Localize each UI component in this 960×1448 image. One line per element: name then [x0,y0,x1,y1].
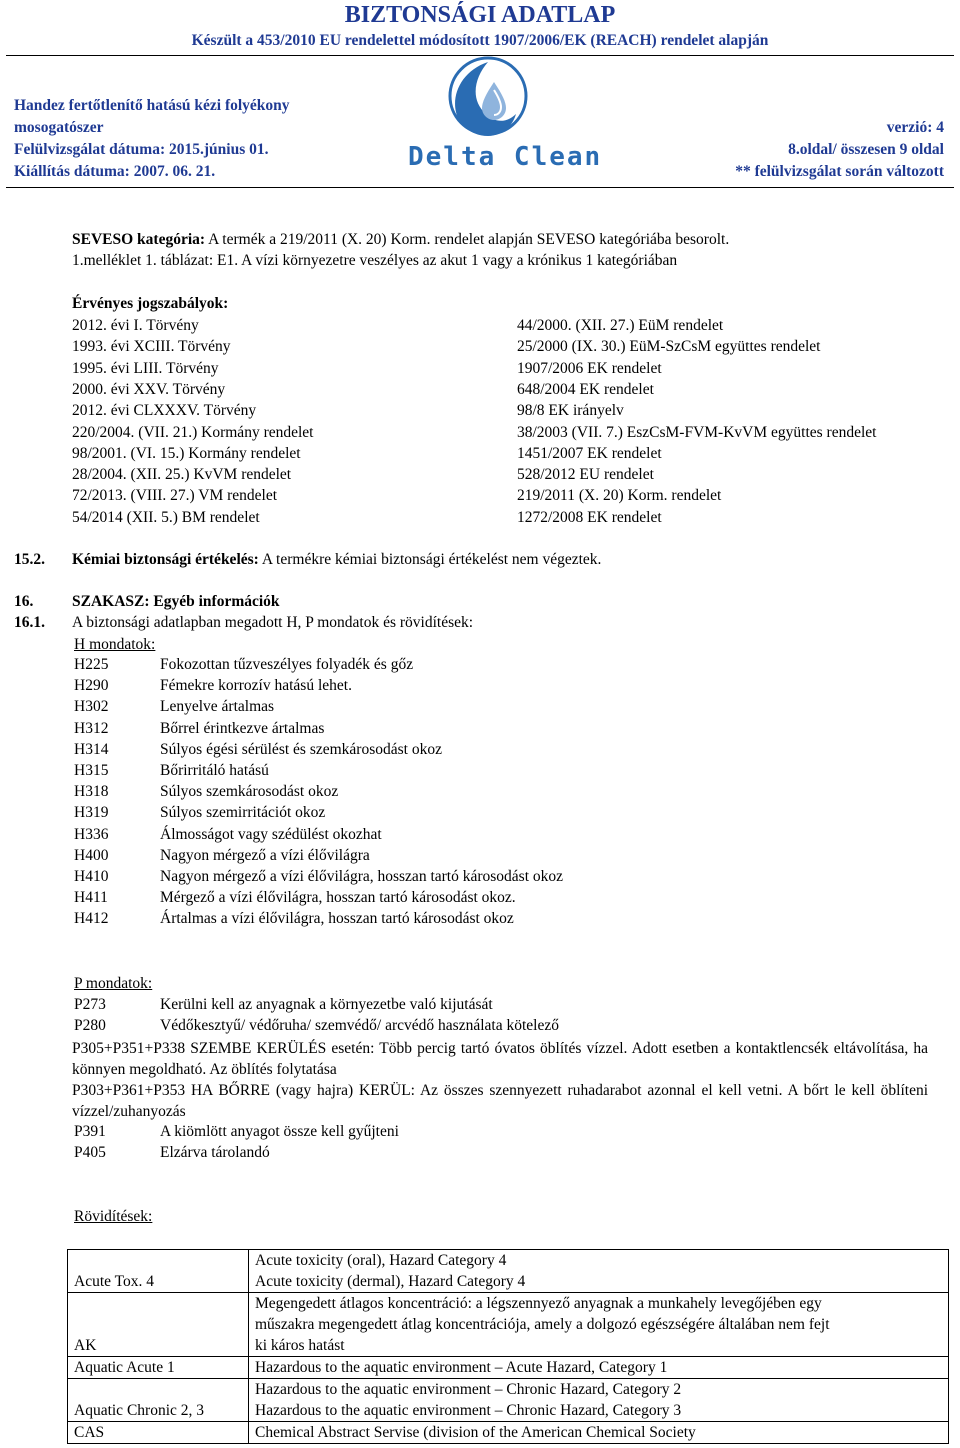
p273-text: Kerülni kell az anyagnak a környezetbe való kijutását [160,996,493,1013]
header-bottom-divider [6,187,954,188]
seveso-line [72,231,729,249]
section-16-1-text: A biztonsági adatlapban megadott H, P mondatok és rövidítések: [72,614,474,631]
p391-code: P391 [74,1123,106,1140]
h-statement-text: Bőrirritáló hatású [160,762,269,779]
version-label: verzió: 4 [886,119,944,136]
abbreviation-row [68,1357,949,1379]
abbreviation-definition-line: Acute toxicity (oral), Hazard Category 4 [255,1252,507,1269]
h-statement-text: Lenyelve ártalmas [160,698,275,716]
abbreviation-definition [249,1357,949,1379]
h-statement-code: H336 [74,825,109,843]
abbreviation-definition-line: Hazardous to the aquatic environment – Chronic Hazard, Category 3 [255,1402,682,1419]
p305-text: P305+P351+P338 SZEMBE KERÜLÉS esetén: Több percig tartó óvatos öblítés vízzel. Adott esetben a kontaktlencsék eltávolítása, ha könnyen megoldható. Az öblítés folytatása [72,1040,928,1078]
abbreviation-row [68,1293,949,1357]
abbreviation-definition-line: Hazardous to the aquatic environment – Chronic Hazard, Category 2 [255,1381,682,1398]
legislation-left-item: 2012. évi CLXXXV. Törvény [72,402,257,420]
h-statement-code: H302 [74,698,109,716]
section-15-2-label: Kémiai biztonsági értékelés: [72,551,259,568]
section-15-2-body [72,551,601,569]
product-name-line1: Handez fertőtlenítő hatású kézi folyékony [14,97,290,114]
p280-code: P280 [74,1017,106,1034]
legislation-left-item: 2000. évi XXV. Törvény [72,380,226,398]
h-statement-text: Nagyon mérgező a vízi élővilágra, hosszan tartó károsodást okoz [160,868,564,885]
abbreviation-definition-line: műszakra megengedett átlag koncentrációja, amely a dolgozó egészségére általában nem fejt [255,1316,830,1333]
legislation-right-item: 44/2000. (XII. 27.) EüM rendelet [517,317,724,334]
h-statement-text: Álmosságot vagy szédülést okozhat [160,825,382,843]
legislation-left-item: 220/2004. (VII. 21.) Kormány rendelet [72,423,314,441]
legislation-left-item: 2012. évi I. Törvény [72,317,199,334]
abbreviations-table [67,1249,949,1444]
h-statement-code: H411 [74,889,108,907]
page-counter: 8.oldal/ összesen 9 oldal [788,141,944,158]
h-statement-code: H410 [74,868,109,885]
p303-text: P303+P361+P353 HA BŐRRE (vagy hajra) KERÜL: Az összes szennyezett ruhadarabot azonnal el kell vetni. A bőrt le kell öblíteni vízzel/zuhanyozás [72,1082,928,1120]
h-statement-text: Fémekre korrozív hatású lehet. [160,677,352,695]
abbreviation-term: AK [68,1293,249,1357]
h-statement-code: H412 [74,910,109,928]
legislation-right-item: 219/2011 (X. 20) Korm. rendelet [517,487,722,505]
abbreviation-definition-line: Acute toxicity (dermal), Hazard Category 4 [255,1273,526,1290]
h-statement-text: Súlyos égési sérülést és szemkárosodást okoz [160,740,442,758]
h-statement-text: Bőrrel érintkezve ártalmas [160,719,325,737]
issue-date: Kiállítás dátuma: 2007. 06. 21. [14,163,216,180]
legislation-left-item: 1995. évi LIII. Törvény [72,359,219,377]
legislation-right-item: 1907/2006 EK rendelet [517,359,662,377]
abbreviation-term: Aquatic Acute 1 [68,1357,249,1379]
abbreviation-term: Acute Tox. 4 [68,1250,249,1293]
abbreviations-heading: Rövidítések: [74,1208,153,1225]
abbreviation-definition-line: Hazardous to the aquatic environment – Acute Hazard, Category 1 [255,1359,668,1376]
p-statements-heading: P mondatok: [74,975,153,992]
h-statement-code: H400 [74,846,109,864]
h-statement-code: H314 [74,740,109,758]
legislation-heading: Érvényes jogszabályok: [72,295,229,312]
h-statement-text: Nagyon mérgező a vízi élővilágra [160,846,370,864]
legislation-left-item: 98/2001. (VI. 15.) Kormány rendelet [72,444,301,462]
abbreviation-definition [249,1379,949,1422]
h-statement-text: Ártalmas a vízi élővilágra, hosszan tartó károsodást okoz [160,910,514,928]
legislation-right-item: 38/2003 (VII. 7.) EszCsM-FVM-KvVM együttes rendelet [517,423,877,441]
logo-wordmark: Delta Clean [408,142,603,172]
abbreviation-definition-line: ki káros hatást [255,1337,345,1354]
legislation-left-item: 1993. évi XCIII. Törvény [72,338,231,356]
h-statement-text: Mérgező a vízi élővilágra, hosszan tartó károsodást okoz. [160,889,516,907]
abbreviation-definition-line: Chemical Abstract Servise (division of the American Chemical Society [255,1424,696,1441]
h-statement-code: H225 [74,656,109,673]
section-15-2 [14,551,45,569]
abbreviation-definition [249,1422,949,1444]
section-15-2-number: 15.2. [14,551,45,568]
revision-note: ** felülvizsgálat során változott [735,163,944,180]
p405-text: Elzárva tárolandó [160,1144,270,1161]
seveso-line2: 1.melléklet 1. táblázat: E1. A vízi környezetre veszélyes az akut 1 vagy a krónikus 1 kategóriában [72,252,678,269]
h-statement-code: H319 [74,804,109,822]
legislation-right-item: 1451/2007 EK rendelet [517,444,662,462]
p391-text: A kiömlött anyagot össze kell gyűjteni [160,1123,399,1140]
legislation-right-item: 648/2004 EK rendelet [517,380,654,398]
section-16-number: 16. [14,593,34,610]
abbreviation-term: Aquatic Chronic 2, 3 [68,1379,249,1422]
abbreviation-definition [249,1293,949,1357]
abbreviation-row [68,1250,949,1293]
section-16-title: SZAKASZ: Egyéb információk [72,593,280,610]
legislation-right-item: 1272/2008 EK rendelet [517,508,662,526]
section-15-2-text: A termékre kémiai biztonsági értékelést nem végeztek. [258,551,602,568]
seveso-label: SEVESO kategória: [72,231,206,248]
seveso-text: A termék a 219/2011 (X. 20) Korm. rendelet alapján SEVESO kategóriába besorolt. [205,231,730,248]
h-statement-code: H312 [74,719,109,737]
section-16-1-number: 16.1. [14,614,45,631]
product-name-line2: mosogatószer [14,119,104,136]
h-statement-code: H290 [74,677,109,695]
abbreviation-row [68,1422,949,1444]
document-subtitle: Készült a 453/2010 EU rendelettel módosított 1907/2006/EK (REACH) rendelet alapján [191,32,769,49]
legislation-right-item: 528/2012 EU rendelet [517,466,654,484]
p405-code: P405 [74,1144,106,1161]
h-statements-heading: H mondatok: [74,636,156,653]
abbreviation-definition [249,1250,949,1293]
h-statement-code: H315 [74,762,109,779]
legislation-right-item: 25/2000 (IX. 30.) EüM-SzCsM együttes rendelet [517,338,821,356]
legislation-left-item: 72/2013. (VIII. 27.) VM rendelet [72,487,278,505]
legislation-left-item: 54/2014 (XII. 5.) BM rendelet [72,508,260,526]
revision-date: Felülvizsgálat dátuma: 2015.június 01. [14,141,269,158]
h-statement-text: Fokozottan tűzveszélyes folyadék és gőz [160,656,414,673]
h-statement-code: H318 [74,783,109,801]
document-title: BIZTONSÁGI ADATLAP [344,2,616,28]
legislation-left-item: 28/2004. (XII. 25.) KvVM rendelet [72,466,292,484]
company-logo [408,52,603,174]
p273-code: P273 [74,996,106,1013]
legislation-right-item: 98/8 EK irányelv [517,402,624,420]
abbreviation-term: CAS [68,1422,249,1444]
p280-text: Védőkesztyű/ védőruha/ szemvédő/ arcvédő használata kötelező [160,1017,559,1034]
h-statement-text: Súlyos szemirritációt okoz [160,804,326,822]
h-statement-text: Súlyos szemkárosodást okoz [160,783,339,801]
abbreviation-definition-line: Megengedett átlagos koncentráció: a légszennyező anyagnak a munkahely levegőjében egy [255,1295,822,1312]
abbreviation-row [68,1379,949,1422]
